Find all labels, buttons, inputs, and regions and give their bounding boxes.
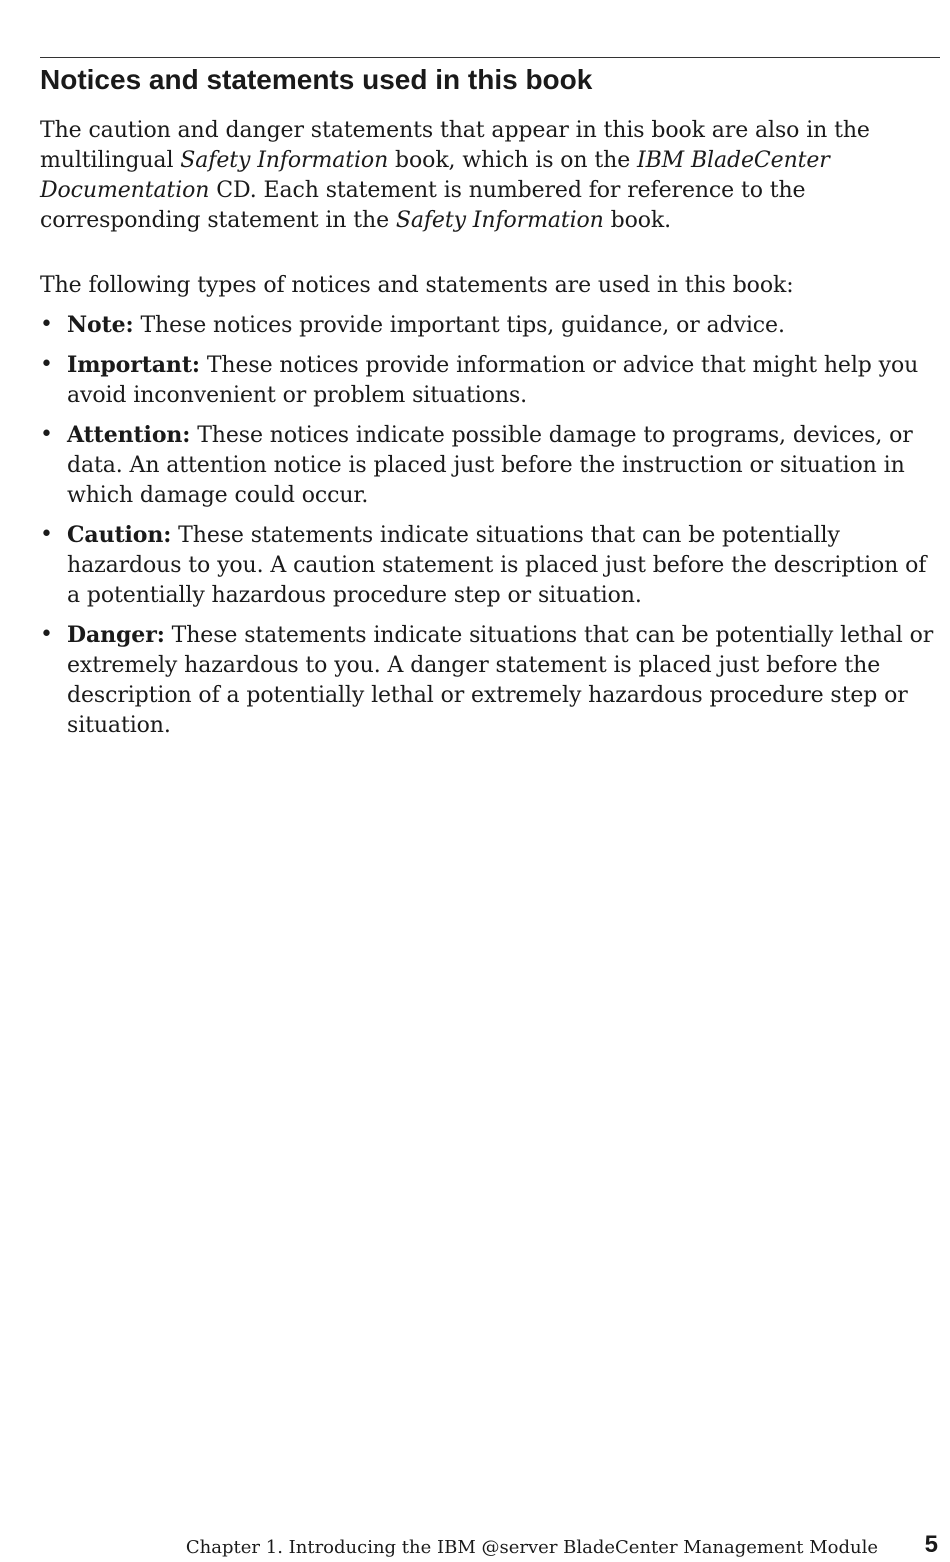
footer-chapter-suffix: BladeCenter Management Module: [557, 1537, 878, 1558]
intro-text-2: book, which is on the: [388, 148, 638, 173]
bullet-icon: •: [40, 622, 53, 647]
notice-term: Danger:: [67, 622, 165, 648]
notice-description: These notices provide information or advice that might help you avoid inconvenient or problem situations.: [67, 353, 919, 408]
page-number: 5: [924, 1531, 938, 1558]
notice-term: Note:: [67, 312, 134, 338]
list-item-attention: [40, 420, 940, 511]
documentation-cd-title: IBM BladeCenter Documentation: [40, 148, 830, 203]
notice-description: These statements indicate situations that can be potentially hazardous to you. A caution statement is placed just before the description of a potentially hazardous procedure step or situation.: [67, 523, 927, 608]
intro-paragraph: [40, 116, 920, 236]
section-rule: [40, 57, 940, 58]
notice-types-list: [40, 310, 940, 750]
bullet-icon: •: [40, 312, 53, 337]
notice-description: These notices provide important tips, guidance, or advice.: [133, 313, 785, 338]
notice-types-lead: The following types of notices and statements are used in this book:: [40, 273, 794, 298]
bullet-icon: •: [40, 522, 53, 547]
intro-text-1: The caution and danger statements that appear in this book are also in the multilingual: [40, 118, 870, 173]
eserver-brand-mark: @server: [481, 1537, 558, 1558]
list-item-caution: [40, 520, 940, 611]
safety-information-title: Safety Information: [180, 148, 389, 173]
notice-term: Important:: [67, 352, 200, 378]
list-item-note: [40, 310, 940, 341]
footer-chapter-prefix: Chapter 1. Introducing the IBM: [185, 1537, 482, 1558]
list-item-important: [40, 350, 940, 411]
section-heading: Notices and statements used in this book: [40, 64, 593, 95]
intro-text-4: book.: [603, 208, 672, 233]
running-footer: [186, 1536, 878, 1560]
intro-text-3: CD. Each statement is numbered for reference to the corresponding statement in the: [40, 178, 806, 233]
bullet-icon: •: [40, 352, 53, 377]
notice-description: These notices indicate possible damage to programs, devices, or data. An attention notice is placed just before the instruction or situation in which damage could occur.: [67, 423, 913, 508]
notice-term: Caution:: [67, 522, 172, 548]
notice-description: These statements indicate situations that can be potentially lethal or extremely hazardous to you. A danger statement is placed just before the description of a potentially lethal or extremely hazardous procedure step or situation.: [67, 623, 934, 738]
notice-term: Attention:: [67, 422, 191, 448]
list-item-danger: [40, 620, 940, 741]
safety-information-title: Safety Information: [395, 208, 604, 233]
bullet-icon: •: [40, 422, 53, 447]
